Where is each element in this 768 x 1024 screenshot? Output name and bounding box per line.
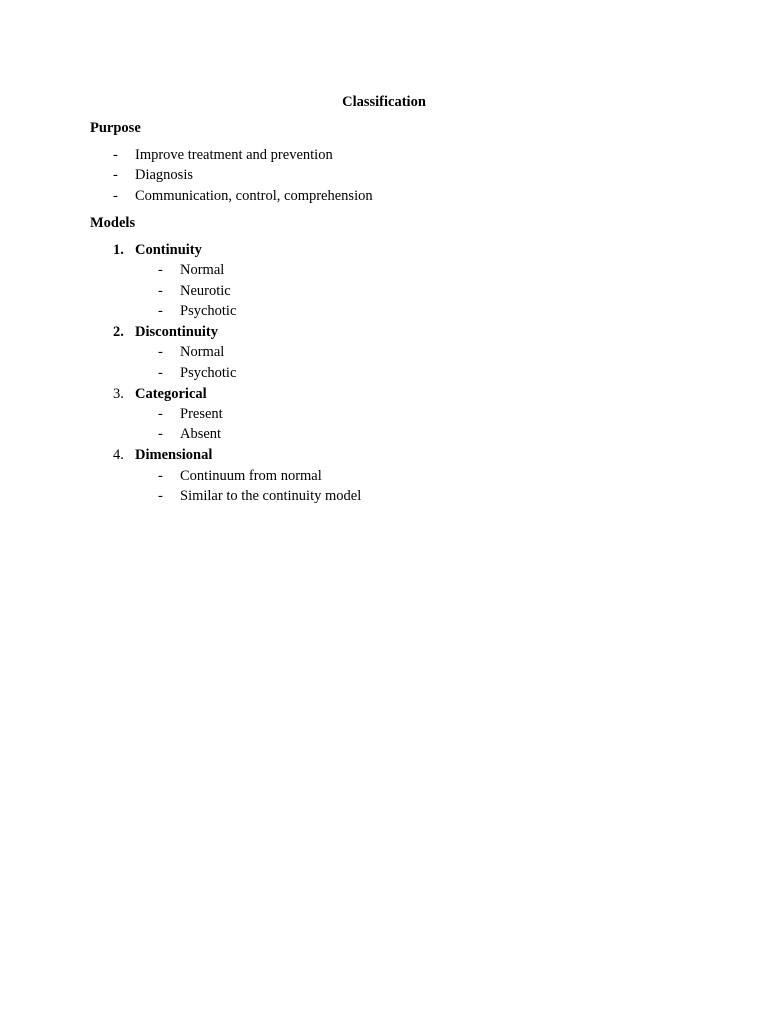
bullet-dash: -	[158, 426, 163, 442]
bullet-dash: -	[158, 303, 163, 319]
list-number: 1.	[113, 242, 124, 258]
list-number: 4.	[113, 447, 124, 463]
sub-item: Psychotic	[180, 365, 237, 381]
bullet-dash: -	[113, 167, 118, 183]
models-heading: Models	[90, 215, 136, 231]
sub-item: Similar to the continuity model	[180, 488, 362, 504]
bullet-dash: -	[158, 262, 163, 278]
bullet-dash: -	[158, 283, 163, 299]
sub-item: Continuum from normal	[180, 468, 322, 484]
bullet-dash: -	[113, 147, 118, 163]
model-label: Dimensional	[135, 447, 213, 463]
model-label: Discontinuity	[135, 324, 218, 340]
list-number: 3.	[113, 386, 124, 402]
bullet-dash: -	[158, 406, 163, 422]
list-item-text: Improve treatment and prevention	[135, 147, 333, 163]
sub-item: Neurotic	[180, 283, 231, 299]
sub-item: Normal	[180, 262, 225, 278]
bullet-dash: -	[113, 188, 118, 204]
list-number: 2.	[113, 324, 124, 340]
sub-item: Psychotic	[180, 303, 237, 319]
sub-item: Present	[180, 406, 223, 422]
sub-item: Absent	[180, 426, 222, 442]
bullet-dash: -	[158, 488, 163, 504]
list-item-text: Diagnosis	[135, 167, 193, 183]
bullet-dash: -	[158, 344, 163, 360]
bullet-dash: -	[158, 365, 163, 381]
list-item-text: Communication, control, comprehension	[135, 188, 373, 204]
document-title: Classification	[342, 94, 426, 110]
model-label: Categorical	[135, 386, 207, 402]
bullet-dash: -	[158, 468, 163, 484]
purpose-heading: Purpose	[90, 120, 141, 136]
sub-item: Normal	[180, 344, 225, 360]
model-label: Continuity	[135, 242, 202, 258]
